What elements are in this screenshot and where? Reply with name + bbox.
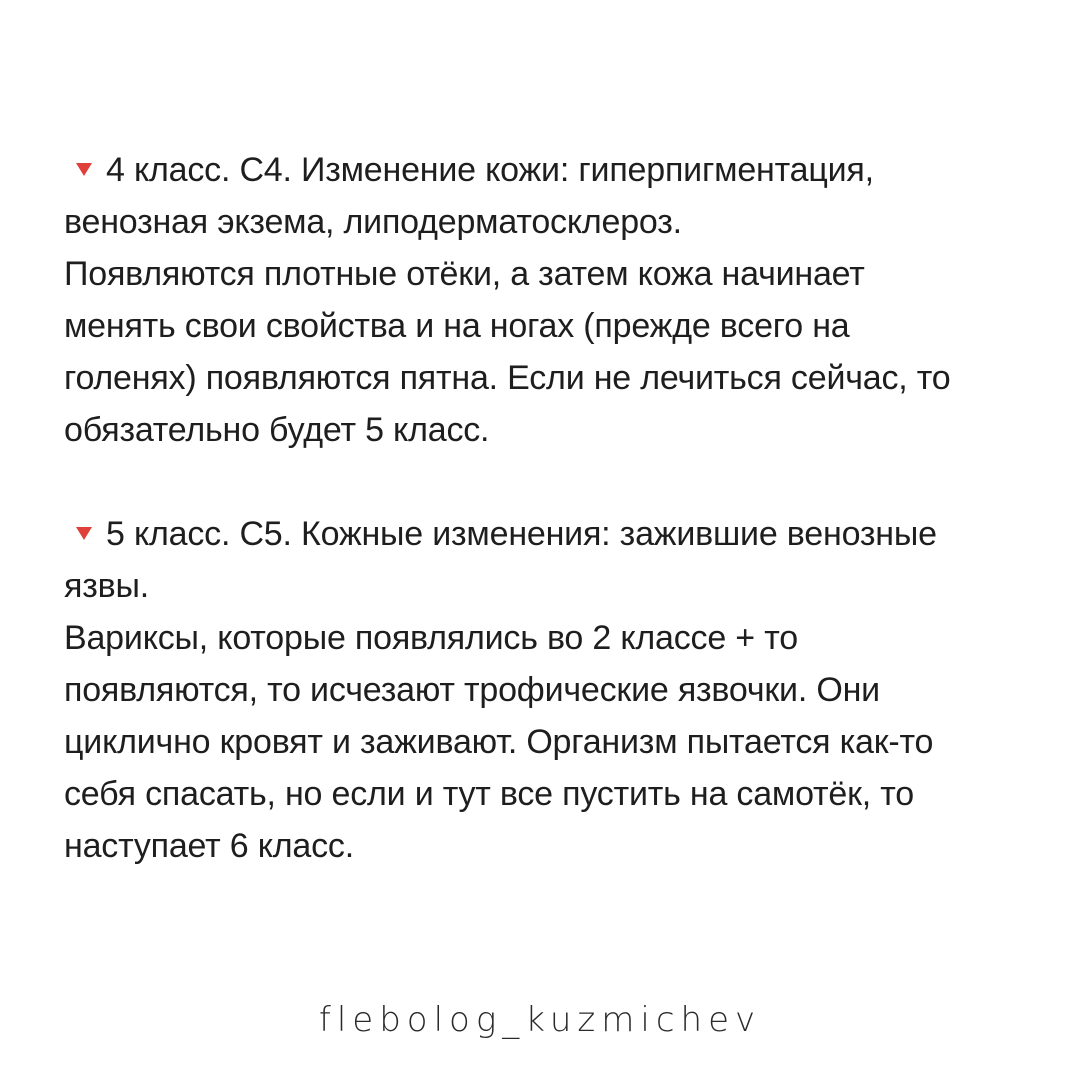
- section-heading-line: венозная экзема, липодерматосклероз.: [64, 203, 682, 241]
- section-class-5: [64, 508, 1054, 872]
- section-body-line: Появляются плотные отёки, а затем кожа начинает: [64, 255, 865, 293]
- section-class-4: [64, 144, 1054, 456]
- section-body-line: обязательно будет 5 класс.: [64, 411, 490, 449]
- section-heading-text: 4 класс. С4. Изменение кожи: гиперпигментация,: [106, 151, 874, 189]
- section-body-line: наступает 6 класс.: [64, 827, 354, 865]
- section-body-line: циклично кровят и заживают. Организм пытается как-то: [64, 723, 934, 761]
- article-content: [64, 144, 1054, 872]
- section-heading-text: 5 класс. С5. Кожные изменения: зажившие венозные: [106, 515, 937, 553]
- section-body-line: себя спасать, но если и тут все пустить на самотёк, то: [64, 775, 914, 813]
- section-heading-line: [64, 508, 1054, 560]
- section-heading-line: [64, 144, 1054, 196]
- section-body-line: появляются, то исчезают трофические язвочки. Они: [64, 671, 880, 709]
- section-body-line: менять свои свойства и на ногах (прежде всего на: [64, 307, 850, 345]
- section-body-line: голенях) появляются пятна. Если не лечиться сейчас, то: [64, 359, 951, 397]
- author-handle: flebolog_kuzmichev: [318, 1000, 762, 1040]
- section-heading-line: язвы.: [64, 567, 149, 605]
- section-body-line: Вариксы, которые появлялись во 2 классе + то: [64, 619, 798, 657]
- red-triangle-down-icon: [76, 527, 92, 540]
- red-triangle-down-icon: [76, 163, 92, 176]
